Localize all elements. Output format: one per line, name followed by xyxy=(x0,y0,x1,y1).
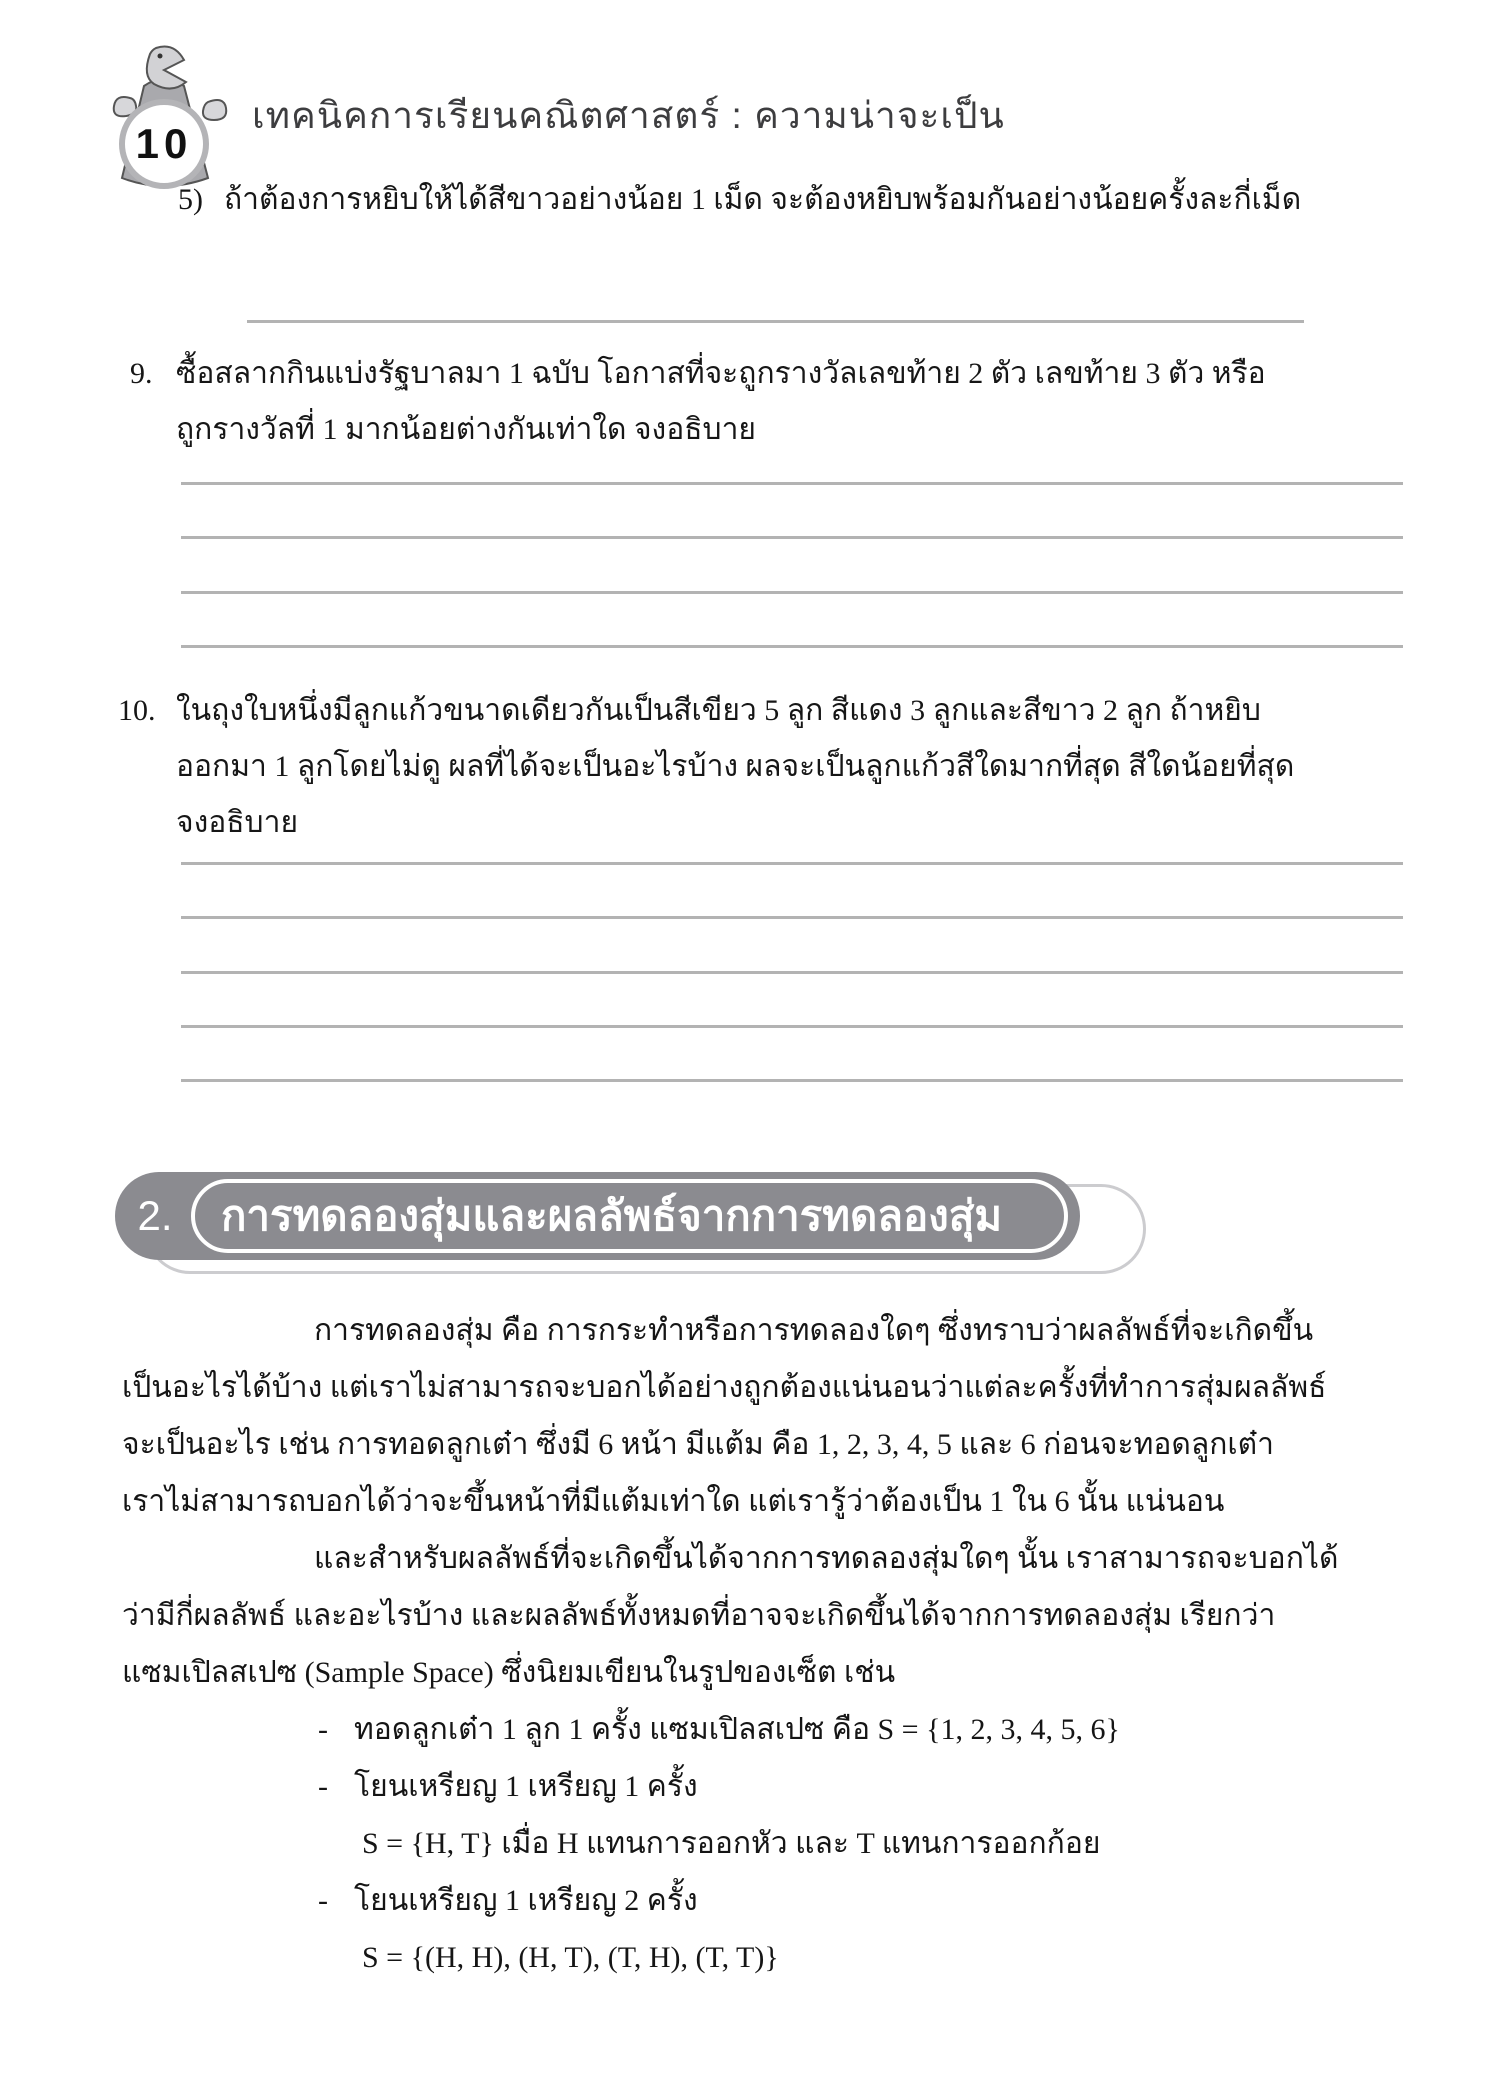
paragraph1-line3: จะเป็นอะไร เช่น การทอดลูกเต๋า ซึ่งมี 6 หน้า มีแต้ม คือ 1, 2, 3, 4, 5 และ 6 ก่อนจะทอดลูกเต๋า xyxy=(122,1428,1274,1461)
question10-text-line2: ออกมา 1 ลูกโดยไม่ดู ผลที่ได้จะเป็นอะไรบ้าง ผลจะเป็นลูกแก้วสีใดมากที่สุด สีใดน้อยที่สุด xyxy=(176,750,1295,783)
answer-line xyxy=(181,916,1403,919)
question9-text-line1: ซื้อสลากกินแบ่งรัฐบาลมา 1 ฉบับ โอกาสที่จะถูกรางวัลเลขท้าย 2 ตัว เลขท้าย 3 ตัว หรือ xyxy=(176,357,1266,390)
question10-text-line1: ในถุงใบหนึ่งมีลูกแก้วขนาดเดียวกันเป็นสีเขียว 5 ลูก สีแดง 3 ลูกและสีขาว 2 ลูก ถ้าหยิบ xyxy=(176,694,1261,727)
list-item xyxy=(122,1872,1412,1929)
penguin-mascot-icon xyxy=(92,40,242,190)
answer-line xyxy=(181,645,1403,648)
section2-header xyxy=(115,1172,1080,1260)
question10-text-line3: จงอธิบาย xyxy=(176,806,299,839)
sample-space-line: S = {(H, H), (H, T), (T, H), (T, T)} xyxy=(362,1941,779,1974)
paragraph1-line1: การทดลองสุ่ม คือ การกระทำหรือการทดลองใดๆ ซึ่งทราบว่าผลลัพธ์ที่จะเกิดขึ้น xyxy=(314,1314,1314,1347)
answer-line xyxy=(181,971,1403,974)
paragraph2-line3: แซมเปิลสเปซ (Sample Space) ซึ่งนิยมเขียนในรูปของเซ็ต เช่น xyxy=(122,1656,896,1689)
paragraph2-line1: และสำหรับผลลัพธ์ที่จะเกิดขึ้นได้จากการทดลองสุ่มใดๆ นั้น เราสามารถจะบอกได้ xyxy=(314,1542,1339,1575)
list-item-text: โยนเหรียญ 1 เหรียญ 1 ครั้ง xyxy=(354,1770,698,1803)
list-dash: - xyxy=(318,1713,328,1746)
book-title: เทคนิคการเรียนคณิตศาสตร์ : ความน่าจะเป็น xyxy=(252,95,1005,136)
answer-line xyxy=(181,862,1403,865)
paragraph1-line2: เป็นอะไรได้บ้าง แต่เราไม่สามารถจะบอกได้อย่างถูกต้องแน่นอนว่าแต่ละครั้งที่ทำการสุ่มผลลัพธ์ xyxy=(122,1371,1327,1404)
answer-line xyxy=(247,320,1304,323)
question5-number: 5) xyxy=(178,183,203,216)
list-item-text: โยนเหรียญ 1 เหรียญ 2 ครั้ง xyxy=(354,1884,698,1917)
list-dash: - xyxy=(318,1884,328,1917)
question9-number: 9. xyxy=(130,357,153,390)
question10-number: 10. xyxy=(118,694,156,727)
list-item-text: ทอดลูกเต๋า 1 ลูก 1 ครั้ง แซมเปิลสเปซ คือ S = {1, 2, 3, 4, 5, 6} xyxy=(354,1713,1120,1746)
paragraph2-line2: ว่ามีกี่ผลลัพธ์ และอะไรบ้าง และผลลัพธ์ทั้งหมดที่อาจจะเกิดขึ้นได้จากการทดลองสุ่ม เรียกว่า xyxy=(122,1599,1276,1632)
question9-text-line2: ถูกรางวัลที่ 1 มากน้อยต่างกันเท่าใด จงอธิบาย xyxy=(176,413,757,446)
answer-line xyxy=(181,536,1403,539)
section2-number: 2. xyxy=(137,1192,173,1239)
paragraph1-line4: เราไม่สามารถบอกได้ว่าจะขึ้นหน้าที่มีแต้มเท่าใด แต่เรารู้ว่าต้องเป็น 1 ใน 6 นั้น แน่นอน xyxy=(122,1485,1225,1518)
list-item xyxy=(122,1758,1412,1815)
list-dash: - xyxy=(318,1770,328,1803)
page-number: 10 xyxy=(135,120,193,167)
section2-title: การทดลองสุ่มและผลลัพธ์จากการทดลองสุ่ม xyxy=(191,1179,1068,1253)
answer-line xyxy=(181,591,1403,594)
list-item xyxy=(122,1701,1412,1758)
page-number-badge xyxy=(118,114,210,174)
sample-space-line: S = {H, T} เมื่อ H แทนการออกหัว และ T แทนการออกก้อย xyxy=(362,1827,1101,1860)
answer-line xyxy=(181,1025,1403,1028)
answer-line xyxy=(181,1079,1403,1082)
question5-text: ถ้าต้องการหยิบให้ได้สีขาวอย่างน้อย 1 เม็ด จะต้องหยิบพร้อมกันอย่างน้อยครั้งละกี่เม็ด xyxy=(224,183,1302,216)
answer-line xyxy=(181,482,1403,485)
body-text xyxy=(122,1302,1412,1986)
